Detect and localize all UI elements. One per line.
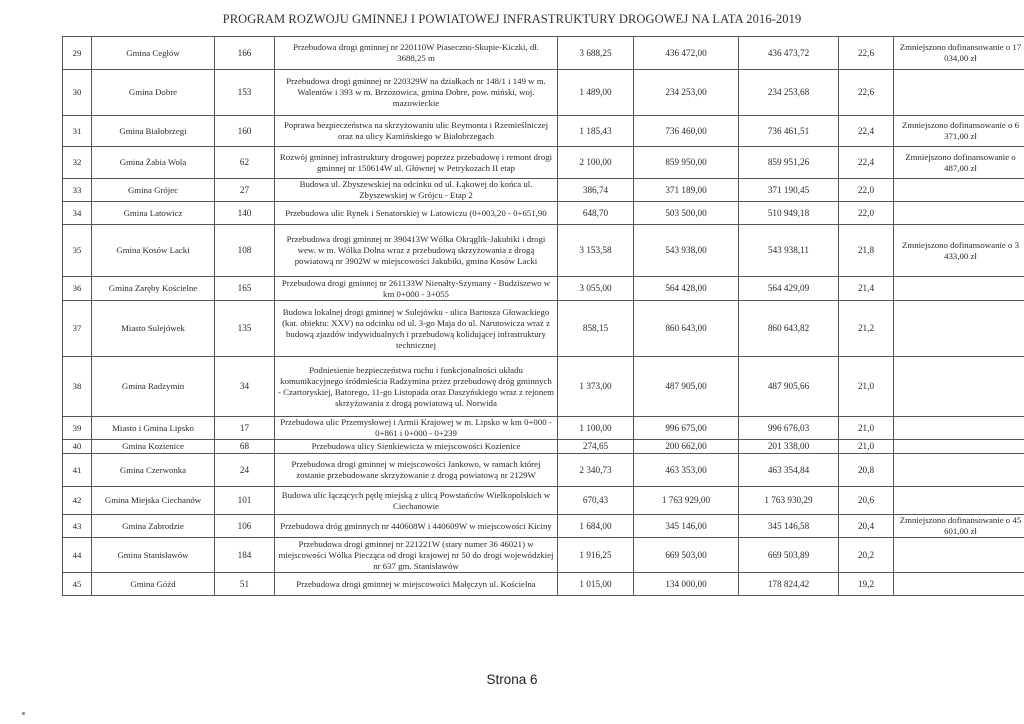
row-number-cell: 34 <box>63 202 92 225</box>
remarks-cell <box>894 538 1024 573</box>
project-description-cell: Budowa ulic łączących pętlę miejską z ulicą Powstańców Wielkopolskich w Ciechanowie <box>275 487 558 515</box>
project-description-cell: Przebudowa ulic Rynek i Senatorskiej w Latowiczu (0+003,20 - 0+651,90 <box>275 202 558 225</box>
table-row <box>63 179 1024 202</box>
percentage-cell: 22,4 <box>839 147 894 179</box>
total-cost-cell: 436 472,00 <box>634 37 739 70</box>
length-cell: 1 373,00 <box>558 357 634 417</box>
projects-table <box>62 36 1024 596</box>
points-cell: 34 <box>215 357 275 417</box>
total-cost-cell: 463 353,00 <box>634 454 739 487</box>
length-cell: 670,43 <box>558 487 634 515</box>
funding-cell: 371 190,45 <box>739 179 839 202</box>
remarks-cell: Zmniejszono dofinansowanie o 3 433,00 zł <box>894 225 1024 277</box>
percentage-cell: 21,2 <box>839 301 894 357</box>
percentage-cell: 21,4 <box>839 277 894 301</box>
length-cell: 648,70 <box>558 202 634 225</box>
row-number-cell: 43 <box>63 515 92 538</box>
total-cost-cell: 996 675,00 <box>634 417 739 440</box>
total-cost-cell: 860 643,00 <box>634 301 739 357</box>
funding-cell: 463 354,84 <box>739 454 839 487</box>
funding-cell: 345 146,58 <box>739 515 839 538</box>
project-description-cell: Przebudowa ulic Przemysłowej i Armii Krajowej w m. Lipsko w km 0+000 - 0+861 i 0+000 - 0+239 <box>275 417 558 440</box>
funding-cell: 859 951,26 <box>739 147 839 179</box>
remarks-cell <box>894 301 1024 357</box>
points-cell: 160 <box>215 116 275 147</box>
municipality-cell: Gmina Grójec <box>92 179 215 202</box>
remarks-cell <box>894 454 1024 487</box>
remarks-cell: Zmniejszono dofinansowanie o 17 034,00 zł <box>894 37 1024 70</box>
project-description-cell: Przebudowa drogi gminnej nr 221221W (stary numer 36 46021) w miejscowości Wólka Piecząca od drogi krajowej nr 50 do drogi wojewódzkiej nr 637 gm. Stanisławów <box>275 538 558 573</box>
points-cell: 62 <box>215 147 275 179</box>
funding-cell: 201 338,00 <box>739 440 839 454</box>
remarks-cell <box>894 487 1024 515</box>
points-cell: 101 <box>215 487 275 515</box>
points-cell: 165 <box>215 277 275 301</box>
total-cost-cell: 200 662,00 <box>634 440 739 454</box>
project-description-cell: Przebudowa drogi gminnej nr 261133W Nienałty-Szymany - Budziszewo w km 0+000 - 3+055 <box>275 277 558 301</box>
row-number-cell: 41 <box>63 454 92 487</box>
table-row <box>63 515 1024 538</box>
municipality-cell: Gmina Miejska Ciechanów <box>92 487 215 515</box>
municipality-cell: Gmina Góźd <box>92 573 215 596</box>
total-cost-cell: 564 428,00 <box>634 277 739 301</box>
points-cell: 68 <box>215 440 275 454</box>
table-row <box>63 573 1024 596</box>
municipality-cell: Gmina Dobre <box>92 70 215 116</box>
length-cell: 3 688,25 <box>558 37 634 70</box>
length-cell: 1 185,43 <box>558 116 634 147</box>
funding-cell: 564 429,09 <box>739 277 839 301</box>
table-row <box>63 440 1024 454</box>
project-description-cell: Podniesienie bezpieczeństwa ruchu i funkcjonalności układu komunikacyjnego śródmieścia Radzymina przez przebudowę dróg gminnych - Czartoryskiej, Batorego, 11-go Listopada oraz Daszyńskiego wraz z rejonem skrzyżowania z drogą powiatową ul. Norwida <box>275 357 558 417</box>
total-cost-cell: 234 253,00 <box>634 70 739 116</box>
length-cell: 1 015,00 <box>558 573 634 596</box>
points-cell: 108 <box>215 225 275 277</box>
total-cost-cell: 345 146,00 <box>634 515 739 538</box>
funding-cell: 669 503,89 <box>739 538 839 573</box>
remarks-cell <box>894 277 1024 301</box>
percentage-cell: 21,0 <box>839 417 894 440</box>
municipality-cell: Gmina Cegłów <box>92 37 215 70</box>
points-cell: 140 <box>215 202 275 225</box>
total-cost-cell: 503 500,00 <box>634 202 739 225</box>
municipality-cell: Gmina Stanisławów <box>92 538 215 573</box>
percentage-cell: 21,0 <box>839 440 894 454</box>
row-number-cell: 44 <box>63 538 92 573</box>
table-row <box>63 225 1024 277</box>
row-number-cell: 45 <box>63 573 92 596</box>
points-cell: 24 <box>215 454 275 487</box>
remarks-cell: Zmniejszono dofinansowanie o 487,00 zł <box>894 147 1024 179</box>
remarks-cell <box>894 202 1024 225</box>
length-cell: 2 340,73 <box>558 454 634 487</box>
percentage-cell: 20,4 <box>839 515 894 538</box>
remarks-cell <box>894 357 1024 417</box>
municipality-cell: Gmina Białobrzegi <box>92 116 215 147</box>
municipality-cell: Miasto Sulejówek <box>92 301 215 357</box>
project-description-cell: Przebudowa ulicy Sienkiewicza w miejscowości Kozienice <box>275 440 558 454</box>
municipality-cell: Gmina Latowicz <box>92 202 215 225</box>
municipality-cell: Gmina Zabrodzie <box>92 515 215 538</box>
total-cost-cell: 543 938,00 <box>634 225 739 277</box>
remarks-cell <box>894 417 1024 440</box>
row-number-cell: 32 <box>63 147 92 179</box>
page-number: Strona 6 <box>486 672 538 687</box>
table-row <box>63 202 1024 225</box>
remarks-cell <box>894 440 1024 454</box>
remarks-cell: Zmniejszono dofinansowanie o 45 601,00 zł <box>894 515 1024 538</box>
row-number-cell: 29 <box>63 37 92 70</box>
length-cell: 386,74 <box>558 179 634 202</box>
row-number-cell: 42 <box>63 487 92 515</box>
total-cost-cell: 859 950,00 <box>634 147 739 179</box>
percentage-cell: 22,6 <box>839 70 894 116</box>
table-row <box>63 417 1024 440</box>
percentage-cell: 22,4 <box>839 116 894 147</box>
length-cell: 3 153,58 <box>558 225 634 277</box>
table-row <box>63 454 1024 487</box>
length-cell: 1 916,25 <box>558 538 634 573</box>
municipality-cell: Gmina Zaręby Kościelne <box>92 277 215 301</box>
table-row <box>63 357 1024 417</box>
table-row <box>63 538 1024 573</box>
points-cell: 51 <box>215 573 275 596</box>
percentage-cell: 21,0 <box>839 357 894 417</box>
project-description-cell: Poprawa bezpieczeństwa na skrzyżowaniu ulic Reymonta i Rzemieślniczej oraz na ulicy Kamińskiego w Białobrzegach <box>275 116 558 147</box>
points-cell: 166 <box>215 37 275 70</box>
funding-cell: 487 905,66 <box>739 357 839 417</box>
project-description-cell: Przebudowa drogi gminnej nr 220329W na działkach nr 148/1 i 149 w m. Walentów i 393 w m. Brzozowica, gmina Dobre, pow. miński, woj. mazowieckie <box>275 70 558 116</box>
municipality-cell: Gmina Kozienice <box>92 440 215 454</box>
project-description-cell: Przebudowa drogi gminnej w miejscowości Jankowo, w ramach której zostanie przebudowane skrzyżowanie z drogą powiatową nr 2129W <box>275 454 558 487</box>
funding-cell: 543 938,11 <box>739 225 839 277</box>
percentage-cell: 19,2 <box>839 573 894 596</box>
row-number-cell: 33 <box>63 179 92 202</box>
funding-cell: 860 643,82 <box>739 301 839 357</box>
points-cell: 135 <box>215 301 275 357</box>
funding-cell: 1 763 930,29 <box>739 487 839 515</box>
funding-cell: 736 461,51 <box>739 116 839 147</box>
points-cell: 17 <box>215 417 275 440</box>
row-number-cell: 35 <box>63 225 92 277</box>
remarks-cell <box>894 573 1024 596</box>
length-cell: 1 100,00 <box>558 417 634 440</box>
funding-cell: 234 253,68 <box>739 70 839 116</box>
project-description-cell: Przebudowa drogi gminnej w miejscowości Małęczyn ul. Kościelna <box>275 573 558 596</box>
length-cell: 1 489,00 <box>558 70 634 116</box>
project-description-cell: Budowa ul. Zbyszewskiej na odcinku od ul. Łąkowej do końca ul. Zbyszewskiej w Grójcu - Etap 2 <box>275 179 558 202</box>
municipality-cell: Gmina Kosów Lacki <box>92 225 215 277</box>
total-cost-cell: 371 189,00 <box>634 179 739 202</box>
row-number-cell: 36 <box>63 277 92 301</box>
percentage-cell: 22,0 <box>839 179 894 202</box>
project-description-cell: Przebudowa drogi gminnej nr 220110W Piaseczno-Skupie-Kiczki, dł. 3688,25 m <box>275 37 558 70</box>
municipality-cell: Gmina Radzymin <box>92 357 215 417</box>
row-number-cell: 40 <box>63 440 92 454</box>
length-cell: 858,15 <box>558 301 634 357</box>
points-cell: 153 <box>215 70 275 116</box>
percentage-cell: 20,6 <box>839 487 894 515</box>
row-number-cell: 31 <box>63 116 92 147</box>
municipality-cell: Gmina Czerwonka <box>92 454 215 487</box>
length-cell: 274,65 <box>558 440 634 454</box>
points-cell: 106 <box>215 515 275 538</box>
table-row <box>63 37 1024 70</box>
row-number-cell: 30 <box>63 70 92 116</box>
percentage-cell: 20,2 <box>839 538 894 573</box>
percentage-cell: 22,0 <box>839 202 894 225</box>
table-row <box>63 277 1024 301</box>
municipality-cell: Miasto i Gmina Lipsko <box>92 417 215 440</box>
table-row <box>63 70 1024 116</box>
scan-speck <box>22 712 25 715</box>
project-description-cell: Rozwój gminnej infrastruktury drogowej poprzez przebudowę i remont drogi gminnej nr 150614W ul. Głównej w Petrykozach II etap <box>275 147 558 179</box>
table-row <box>63 487 1024 515</box>
row-number-cell: 39 <box>63 417 92 440</box>
total-cost-cell: 669 503,00 <box>634 538 739 573</box>
remarks-cell <box>894 179 1024 202</box>
table-row <box>63 147 1024 179</box>
length-cell: 3 055,00 <box>558 277 634 301</box>
percentage-cell: 22,6 <box>839 37 894 70</box>
percentage-cell: 20,8 <box>839 454 894 487</box>
total-cost-cell: 1 763 929,00 <box>634 487 739 515</box>
table-row <box>63 301 1024 357</box>
funding-cell: 436 473,72 <box>739 37 839 70</box>
municipality-cell: Gmina Żabia Wola <box>92 147 215 179</box>
remarks-cell <box>894 70 1024 116</box>
project-description-cell: Przebudowa dróg gminnych nr 440608W i 440609W w miejscowości Kiciny <box>275 515 558 538</box>
total-cost-cell: 736 460,00 <box>634 116 739 147</box>
points-cell: 184 <box>215 538 275 573</box>
project-description-cell: Budowa lokalnej drogi gminnej w Sulejówku - ulica Bartosza Głowackiego (kat. obiektu: XXV) na odcinku od ul. 3-go Maja do ul. Narutowicza wraz z budową zjazdów indywidualnych i przebudową kolidującej infrastruktury technicznej <box>275 301 558 357</box>
funding-cell: 510 949,18 <box>739 202 839 225</box>
row-number-cell: 38 <box>63 357 92 417</box>
points-cell: 27 <box>215 179 275 202</box>
percentage-cell: 21,8 <box>839 225 894 277</box>
length-cell: 1 684,00 <box>558 515 634 538</box>
project-description-cell: Przebudowa drogi gminnej nr 390413W Wólka Okrąglik-Jakubiki i drogi wew. w m. Wólka Dolna wraz z przebudową skrzyżowania z drogą powiatową nr 3902W w miejscowości Jakubiki, gmina Kosów Lacki <box>275 225 558 277</box>
total-cost-cell: 487 905,00 <box>634 357 739 417</box>
page-title: PROGRAM ROZWOJU GMINNEJ I POWIATOWEJ INFRASTRUKTURY DROGOWEJ NA LATA 2016-2019 <box>222 12 802 26</box>
length-cell: 2 100,00 <box>558 147 634 179</box>
remarks-cell: Zmniejszono dofinansowanie o 6 371,00 zł <box>894 116 1024 147</box>
funding-cell: 996 676,03 <box>739 417 839 440</box>
table-row <box>63 116 1024 147</box>
funding-cell: 178 824,42 <box>739 573 839 596</box>
total-cost-cell: 134 000,00 <box>634 573 739 596</box>
row-number-cell: 37 <box>63 301 92 357</box>
